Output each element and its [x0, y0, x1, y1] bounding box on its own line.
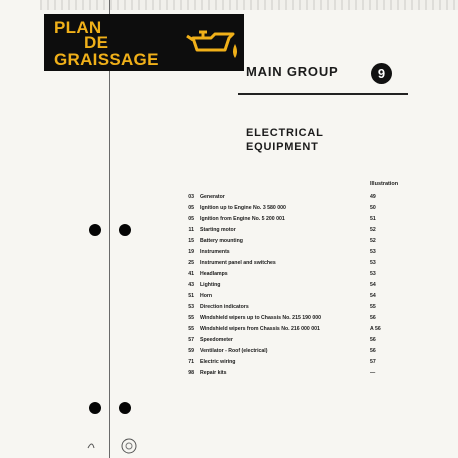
- punch-hole: [89, 402, 101, 414]
- index-row-illustration: 52: [370, 227, 376, 233]
- header-rule: [238, 93, 408, 95]
- index-row-illustration: 53: [370, 271, 376, 277]
- illustration-column-header: Illustration: [370, 181, 399, 187]
- index-row: [0, 357, 458, 368]
- index-row-title: Speedometer: [200, 337, 233, 343]
- index-row: [0, 192, 458, 203]
- index-row-number: 11: [188, 227, 194, 233]
- index-row: [0, 269, 458, 280]
- index-row-number: 57: [188, 337, 194, 343]
- oil-can-icon: [185, 22, 241, 68]
- index-row-number: 41: [188, 271, 194, 277]
- index-row-title: Generator: [200, 194, 225, 200]
- index-row-illustration: 49: [370, 194, 376, 200]
- index-row-title: Starting motor: [200, 227, 236, 233]
- punch-hole: [119, 402, 131, 414]
- index-row-number: 19: [188, 249, 194, 255]
- index-row: [0, 258, 458, 269]
- section-title-line-1: ELECTRICAL: [246, 127, 324, 139]
- section-title: [246, 126, 324, 154]
- index-row-title: Headlamps: [200, 271, 228, 277]
- index-row-number: 03: [188, 194, 194, 200]
- index-row-illustration: 54: [370, 293, 376, 299]
- index-row-illustration: 56: [370, 315, 376, 321]
- index-row: [0, 203, 458, 214]
- index-row: [0, 324, 458, 335]
- index-row-title: Lighting: [200, 282, 221, 288]
- top-smudge: [40, 0, 458, 10]
- index-row: [0, 291, 458, 302]
- index-row-illustration: 53: [370, 260, 376, 266]
- index-row: [0, 335, 458, 346]
- index-row: [0, 302, 458, 313]
- index-row-title: Electric wiring: [200, 359, 236, 365]
- index-row-number: 43: [188, 282, 194, 288]
- index-row-illustration: 53: [370, 249, 376, 255]
- index-row: [0, 346, 458, 357]
- index-row-title: Windshield wipers from Chassis No. 216 000 001: [200, 326, 320, 332]
- index-row-number: 55: [188, 326, 194, 332]
- index-row-number: 59: [188, 348, 194, 354]
- index-row-illustration: 57: [370, 359, 376, 365]
- index-row: [0, 368, 458, 379]
- badge-line-1: PLAN: [54, 18, 102, 37]
- index-row: [0, 247, 458, 258]
- punch-hole: [89, 224, 101, 236]
- index-row-illustration: 55: [370, 304, 376, 310]
- index-row: [0, 225, 458, 236]
- index-row-number: 53: [188, 304, 194, 310]
- index-row-illustration: 54: [370, 282, 376, 288]
- index-row-number: 98: [188, 370, 194, 376]
- index-row-illustration: 52: [370, 238, 376, 244]
- index-row-illustration: 51: [370, 216, 376, 222]
- index-row: [0, 280, 458, 291]
- index-row-title: Instrument panel and switches: [200, 260, 276, 266]
- index-row-number: 05: [188, 216, 194, 222]
- index-row-number: 25: [188, 260, 194, 266]
- index-row-title: Windshield wipers up to Chassis No. 215 190 000: [200, 315, 322, 321]
- badge-line-2: DE: [84, 33, 109, 52]
- badge-line-3: GRAISSAGE: [54, 50, 159, 69]
- main-group-heading: MAIN GROUP: [246, 64, 339, 79]
- punch-hole: [119, 224, 131, 236]
- index-row-illustration: 50: [370, 205, 376, 211]
- scribble-mark: [84, 434, 144, 456]
- index-row-illustration: A 56: [370, 326, 381, 332]
- index-row-number: 05: [188, 205, 194, 211]
- index-row-title: Direction indicators: [200, 304, 249, 310]
- index-row-title: Instruments: [200, 249, 230, 255]
- index-row-illustration: 56: [370, 337, 376, 343]
- index-row: [0, 313, 458, 324]
- index-row-number: 71: [188, 359, 194, 365]
- index-row-title: Ventilator - Roof (electrical): [200, 348, 268, 354]
- index-row-illustration: —: [370, 370, 376, 376]
- index-row-title: Horn: [200, 293, 213, 299]
- group-number-badge: 9: [371, 63, 392, 84]
- plan-de-graissage-badge: [44, 14, 244, 71]
- index-row-title: Ignition up to Engine No. 3 580 000: [200, 205, 286, 211]
- index-row-number: 55: [188, 315, 194, 321]
- index-row-illustration: 56: [370, 348, 376, 354]
- index-row-title: Repair kits: [200, 370, 227, 376]
- index-row: [0, 214, 458, 225]
- index-row-title: Battery mounting: [200, 238, 243, 244]
- index-row: [0, 236, 458, 247]
- index-row-number: 15: [188, 238, 194, 244]
- index-row-number: 51: [188, 293, 194, 299]
- index-row-title: Ignition from Engine No. 5 200 001: [200, 216, 285, 222]
- section-title-line-2: EQUIPMENT: [246, 141, 319, 153]
